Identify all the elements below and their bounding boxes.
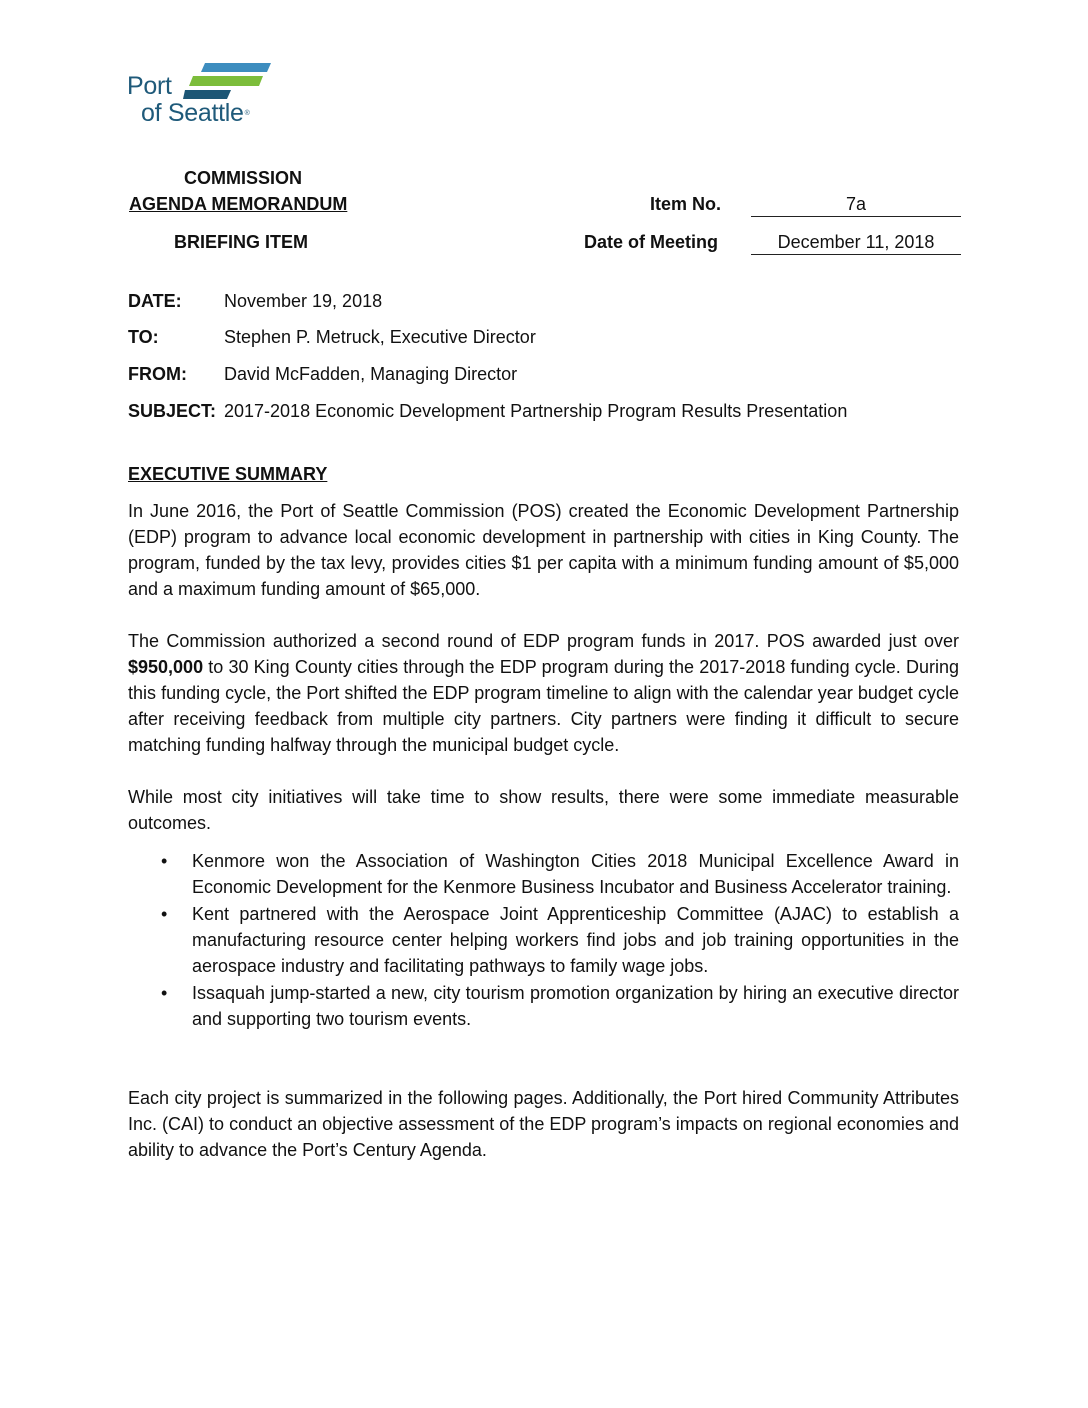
meta-from-value: David McFadden, Managing Director xyxy=(224,364,518,384)
list-item xyxy=(128,848,959,900)
list-item-text: Issaquah jump-started a new, city tourism promotion organization by hiring an executive director and supporting two tourism events. xyxy=(192,983,959,1029)
meeting-date-label: Date of Meeting xyxy=(584,232,719,252)
meta-to-label: TO: xyxy=(128,327,159,347)
p2-text-after: to 30 King County cities through the EDP program during the 2017-2018 funding cycle. During this funding cycle, the Port shifted the EDP program timeline to align with the calendar year budget cycle after receiving feedback from multiple city partners. City partners were finding it difficult to secure matching funding halfway through the municipal budget cycle. xyxy=(128,657,959,755)
list-item xyxy=(128,980,959,1032)
list-item-text: Kent partnered with the Aerospace Joint Apprenticeship Committee (AJAC) to establish a manufacturing resource center helping workers find jobs and job training opportunities in the aerospace industry and facilitating pathways to family wage jobs. xyxy=(192,904,959,976)
summary-paragraph-1: In June 2016, the Port of Seattle Commission (POS) created the Economic Development Partnership (EDP) program to advance local economic development in partnership with cities in King County. The program, funded by the tax levy, provides cities $1 per capita with a minimum funding amount of $5,000 and a maximum funding amount of $65,000. xyxy=(128,501,959,599)
meta-subject-value: 2017-2018 Economic Development Partnership Program Results Presentation xyxy=(224,401,848,421)
bullet-icon: • xyxy=(161,983,168,1003)
logo-text-port: Port xyxy=(127,72,172,100)
list-item xyxy=(128,901,959,979)
meta-from-label: FROM: xyxy=(128,364,187,384)
bullet-icon: • xyxy=(161,851,168,871)
meeting-date-value: December 11, 2018 xyxy=(751,231,961,255)
logo-text-seattle-words: of Seattle xyxy=(141,99,244,127)
meta-to-value: Stephen P. Metruck, Executive Director xyxy=(224,327,536,347)
summary-paragraph-2 xyxy=(128,628,959,758)
port-of-seattle-logo xyxy=(127,62,272,128)
p2-text-before: The Commission authorized a second round of EDP program funds in 2017. POS awarded just over xyxy=(128,631,959,651)
logo-text-seattle xyxy=(141,101,250,126)
meta-date-label: DATE: xyxy=(128,291,182,311)
item-no-label: Item No. xyxy=(650,194,722,214)
memo-title-line2: AGENDA MEMORANDUM xyxy=(129,194,348,214)
logo-stripes-icon xyxy=(183,62,273,100)
outcomes-list xyxy=(128,848,959,1033)
summary-paragraph-3: While most city initiatives will take time to show results, there were some immediate measurable outcomes. xyxy=(128,787,959,833)
meta-subject-label: SUBJECT: xyxy=(128,401,217,421)
item-type: BRIEFING ITEM xyxy=(174,232,308,252)
summary-paragraph-4: Each city project is summarized in the following pages. Additionally, the Port hired Community Attributes Inc. (CAI) to conduct an objective assessment of the EDP program’s impacts on regional economies and ability to advance the Port’s Century Agenda. xyxy=(128,1088,959,1160)
memo-title-line1: COMMISSION xyxy=(184,168,303,188)
registered-mark: ® xyxy=(244,110,250,117)
award-amount: $950,000 xyxy=(128,657,204,677)
bullet-icon: • xyxy=(161,904,168,924)
list-item-text: Kenmore won the Association of Washington Cities 2018 Municipal Excellence Award in Economic Development for the Kenmore Business Incubator and Business Accelerator training. xyxy=(192,851,959,897)
item-no-value: 7a xyxy=(751,193,961,217)
executive-summary-heading: EXECUTIVE SUMMARY xyxy=(128,464,328,484)
meta-date-value: November 19, 2018 xyxy=(224,291,383,311)
